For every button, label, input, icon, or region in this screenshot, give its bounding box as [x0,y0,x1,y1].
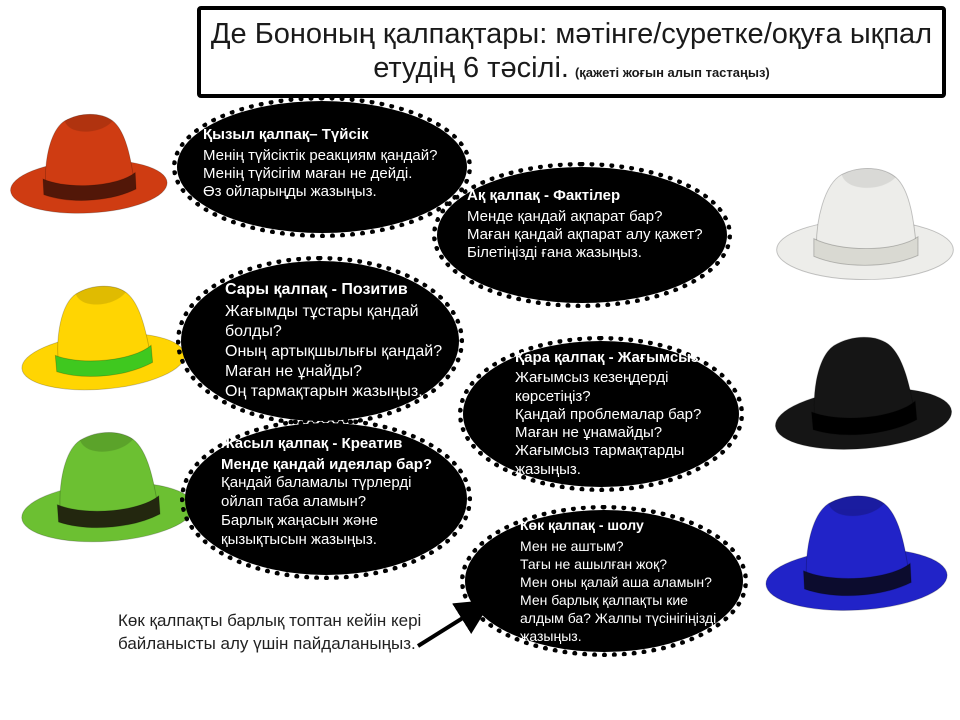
green-hat-bubble-line: Менде қандай идеялар бар? [221,455,433,473]
white-hat-bubble [432,162,732,308]
yellow-hat-bubble [176,256,464,426]
red-hat-image [2,101,173,221]
green-hat-bubble-title: Жасыл қалпақ - Креатив [221,434,403,452]
green-hat-bubble-line: Барлық жаңасын және қызықтысын жазыңыз. [221,511,379,548]
blue-hat-bubble-line: Мен барлық қалпақты кие алдым ба? Жалпы түсінігіңізді жазыңыз. [520,592,717,645]
black-hat-icon [763,320,959,460]
white-hat-bubble-line: Маған қандай ақпарат алу қажет? [467,226,703,243]
red-hat-icon [2,101,173,221]
yellow-hat-bubble-line: Маған не ұнайды? [225,363,363,380]
blue-hat-bubble-line: Тағы не ашылған жоқ? [520,555,667,572]
white-hat-bubble-line: Менде қандай ақпарат бар? [467,207,663,225]
black-hat-bubble-line: Жағымсыз кезеңдерді көрсетіңіз? [515,369,669,405]
red-hat-bubble-line: Менің түйсіктік реакциям қандай? [203,146,438,164]
black-hat-bubble-title: Қара қалпақ - Жағымсыз [515,348,699,366]
yellow-hat-bubble-line: Оң тармақтарын жазыңыз. [225,383,423,400]
footnote [118,610,478,656]
blue-hat-bubble-title: Көк қалпақ - шолу [520,517,644,534]
slide-title-line2 [373,51,770,86]
white-hat-bubble-title: Ақ қалпақ - Фактілер [467,187,621,205]
yellow-hat-bubble-line: Оның артықшылығы қандай? [225,343,443,360]
green-hat-icon [11,418,201,550]
blue-hat-icon [749,482,960,619]
red-hat-bubble-line: Өз ойларыңды жазыңыз. [203,183,377,201]
slide-title-line1: Де Бононың қалпақтары: мәтінге/суретке/оқуға ықпал [210,17,933,50]
red-hat-bubble [172,96,472,238]
slide-title-note: (қажеті жоғын алып тастаңыз) [574,65,770,81]
yellow-hat-bubble-line: Жағымды тұстары қандай болды? [225,303,419,340]
black-hat-bubble-line: Қандай проблемалар бар? [515,405,702,423]
white-hat-bubble-line: Білетіңізді ғана жазыңыз. [467,244,642,262]
yellow-hat-bubble-title: Сары қалпақ - Позитив [225,281,408,298]
slide-title-line2-text: етудің 6 тәсілі. [373,52,569,85]
green-hat-bubble-line: Қандай баламалы түрлерді ойлап таба аламын? [221,474,412,510]
red-hat-bubble-line: Менің түйсігім маған не дейді. [203,165,413,182]
black-hat-bubble [458,336,744,492]
footnote-line2: байланысты алу үшін пайдаланыңыз. [118,633,416,653]
yellow-hat-image [10,270,191,401]
black-hat-bubble-line: Маған не ұнамайды? [515,424,663,442]
blue-hat-bubble-line: Мен оны қалай аша аламын? [520,573,712,590]
white-hat-image [772,158,958,284]
black-hat-image [763,320,959,460]
slide-title-box [197,6,946,98]
black-hat-bubble-line: Жағымсыз тармақтарды жазыңыз. [515,442,685,478]
white-hat-icon [772,158,958,284]
blue-hat-bubble-line: Мен не аштым? [520,537,624,554]
red-hat-bubble-title: Қызыл қалпақ– Түйсік [203,126,369,144]
footnote-line1: Көк қалпақты барлық топтан кейін кері [118,611,422,630]
blue-hat-bubble [460,505,748,657]
blue-hat-image [749,482,960,619]
green-hat-image [11,418,201,550]
green-hat-bubble [180,418,472,580]
yellow-hat-icon [10,270,191,401]
